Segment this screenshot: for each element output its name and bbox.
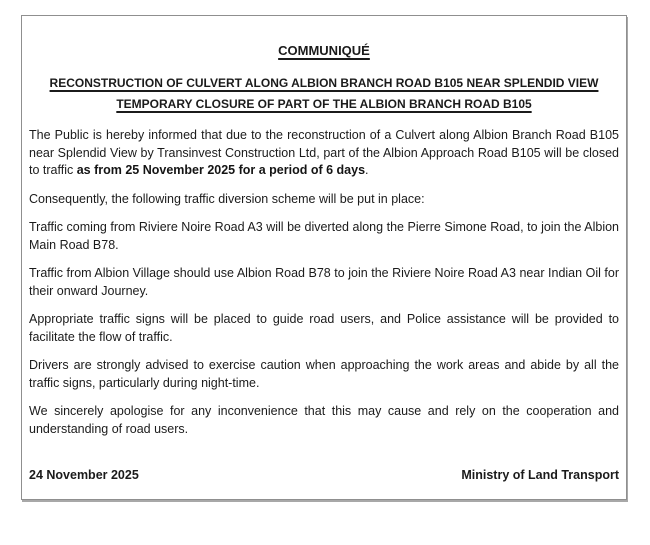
footer-signature: Ministry of Land Transport	[461, 468, 619, 482]
document-title	[29, 43, 619, 58]
paragraph-notice	[29, 127, 619, 180]
document-footer	[29, 467, 619, 484]
heading-line-2	[29, 94, 619, 115]
paragraph-diversion-albion-village: Traffic from Albion Village should use Albion Road B78 to join the Riviere Noire Road A3 near Indian Oil for their onward Journey.	[29, 266, 619, 298]
heading-line-1	[29, 73, 619, 94]
paragraph-notice-period: .	[365, 163, 369, 177]
paragraph-traffic-signs: Appropriate traffic signs will be placed to guide road users, and Police assistance will be provided to facilitate the flow of traffic.	[29, 312, 619, 344]
paragraph-notice-bold-dates: as from 25 November 2025 for a period of 6 days	[76, 163, 366, 177]
paragraph-drivers-caution: Drivers are strongly advised to exercise caution when approaching the work areas and abide by all the traffic signs, particularly during night-time.	[29, 358, 619, 390]
paragraph-diversion-riviere-noire: Traffic coming from Riviere Noire Road A3 will be diverted along the Pierre Simone Road, to join the Albion Main Road B78.	[29, 220, 619, 252]
heading-line-1-text: RECONSTRUCTION OF CULVERT ALONG ALBION BRANCH ROAD B105 NEAR SPLENDID VIEW	[49, 76, 599, 90]
footer-date: 24 November 2025	[29, 468, 139, 482]
heading-line-2-text: TEMPORARY CLOSURE OF PART OF THE ALBION BRANCH ROAD B105	[116, 97, 532, 111]
paragraph-apology: We sincerely apologise for any inconvenience that this may cause and rely on the cooperation and understanding of road users.	[29, 404, 619, 436]
document-heading	[29, 73, 619, 115]
paragraph-consequently: Consequently, the following traffic diversion scheme will be put in place:	[29, 191, 425, 206]
paragraph-notice-text: The Public is hereby informed that due to the reconstruction of a Culvert along Albion Branch Road B105 near Splendid View by Transinvest Construction Ltd, part of the Albion Approach Road B105 will be closed to traffic	[29, 128, 619, 177]
communique-document	[21, 15, 627, 500]
document-title-text: COMMUNIQUÉ	[278, 43, 370, 58]
